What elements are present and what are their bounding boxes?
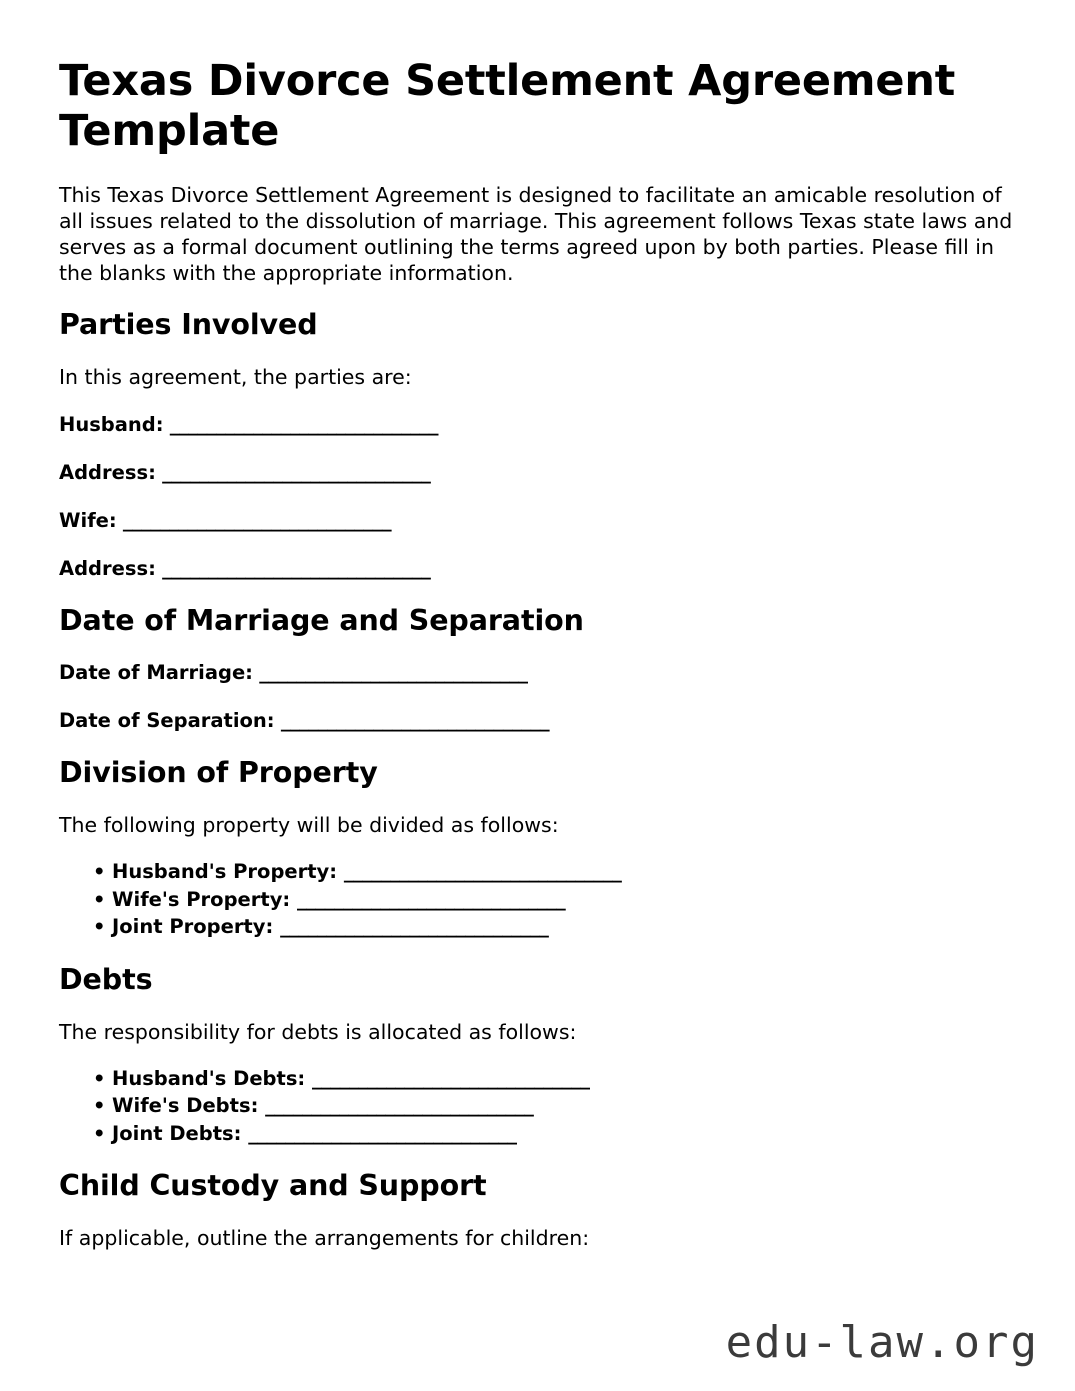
- fill-in-blank[interactable]: ______________________________: [343, 860, 622, 883]
- fill-in-blank[interactable]: _____________________________: [162, 461, 431, 484]
- section-heading-parties-involved: Parties Involved: [59, 308, 318, 341]
- list-item: [93, 858, 1015, 886]
- property-lead-text: The following property will be divided as follows:: [59, 813, 559, 837]
- bullet-icon: •: [93, 860, 106, 883]
- page-title: Texas Divorce Settlement Agreement Template: [59, 56, 956, 156]
- field-husband-name: [59, 412, 1015, 438]
- section-heading-child-custody-and-support: Child Custody and Support: [59, 1169, 487, 1202]
- bullet-icon: •: [93, 1066, 106, 1090]
- fill-in-blank[interactable]: _____________________________: [297, 887, 566, 911]
- parties-lead-text: In this agreement, the parties are:: [59, 365, 412, 389]
- fill-in-blank[interactable]: _____________________________: [169, 413, 439, 436]
- field-label: Wife's Property:: [112, 887, 291, 911]
- list-item: [93, 886, 1015, 914]
- field-label: Date of Marriage:: [59, 661, 253, 684]
- debts-field-list: [59, 1065, 1015, 1148]
- field-label: Joint Debts:: [112, 1121, 242, 1145]
- list-item: [93, 1092, 1015, 1120]
- list-item: [93, 913, 1015, 941]
- field-date-of-marriage: [59, 660, 1015, 686]
- fill-in-blank[interactable]: _____________________________: [280, 709, 550, 732]
- debts-lead-text: The responsibility for debts is allocated as follows:: [59, 1019, 577, 1044]
- field-label: Address:: [59, 461, 156, 484]
- custody-lead-text: If applicable, outline the arrangements for children:: [59, 1226, 590, 1250]
- section-heading-division-of-property: Division of Property: [59, 756, 378, 789]
- field-label: Husband's Property:: [112, 860, 338, 883]
- field-date-of-separation: [59, 708, 1015, 734]
- field-label: Wife:: [59, 509, 117, 532]
- fill-in-blank[interactable]: _____________________________: [259, 661, 528, 684]
- bullet-icon: •: [93, 915, 106, 938]
- field-label: Husband:: [59, 413, 164, 436]
- field-husband-address: [59, 460, 1015, 486]
- field-label: Date of Separation:: [59, 709, 275, 732]
- fill-in-blank[interactable]: ______________________________: [312, 1066, 590, 1090]
- list-item: [93, 1120, 1015, 1148]
- bullet-icon: •: [93, 1094, 106, 1117]
- field-label: Address:: [59, 557, 156, 580]
- field-label: Wife's Debts:: [112, 1094, 259, 1117]
- property-field-list: [59, 858, 1015, 941]
- fill-in-blank[interactable]: _____________________________: [248, 1121, 517, 1145]
- fill-in-blank[interactable]: _____________________________: [280, 915, 549, 938]
- field-label: Husband's Debts:: [112, 1066, 306, 1090]
- fill-in-blank[interactable]: _____________________________: [162, 557, 431, 580]
- watermark-edu-law-org: edu-law.org: [725, 1317, 1039, 1368]
- fill-in-blank[interactable]: _____________________________: [122, 509, 392, 532]
- field-wife-address: [59, 556, 1015, 582]
- section-heading-date-of-marriage-and-separation: Date of Marriage and Separation: [59, 604, 584, 637]
- bullet-icon: •: [93, 887, 106, 911]
- field-label: Joint Property:: [112, 915, 274, 938]
- fill-in-blank[interactable]: _____________________________: [265, 1094, 534, 1117]
- list-item: [93, 1065, 1015, 1093]
- field-wife-name: [59, 508, 1015, 534]
- bullet-icon: •: [93, 1121, 106, 1145]
- section-heading-debts: Debts: [59, 962, 153, 996]
- intro-paragraph: This Texas Divorce Settlement Agreement is designed to facilitate an amicable resolution of all issues related to the dissolution of marriage. This agreement follows Texas state laws and serves as a formal document outlining the terms agreed upon by both parties. Please fill in the blanks with the appropriate information.: [59, 183, 1013, 285]
